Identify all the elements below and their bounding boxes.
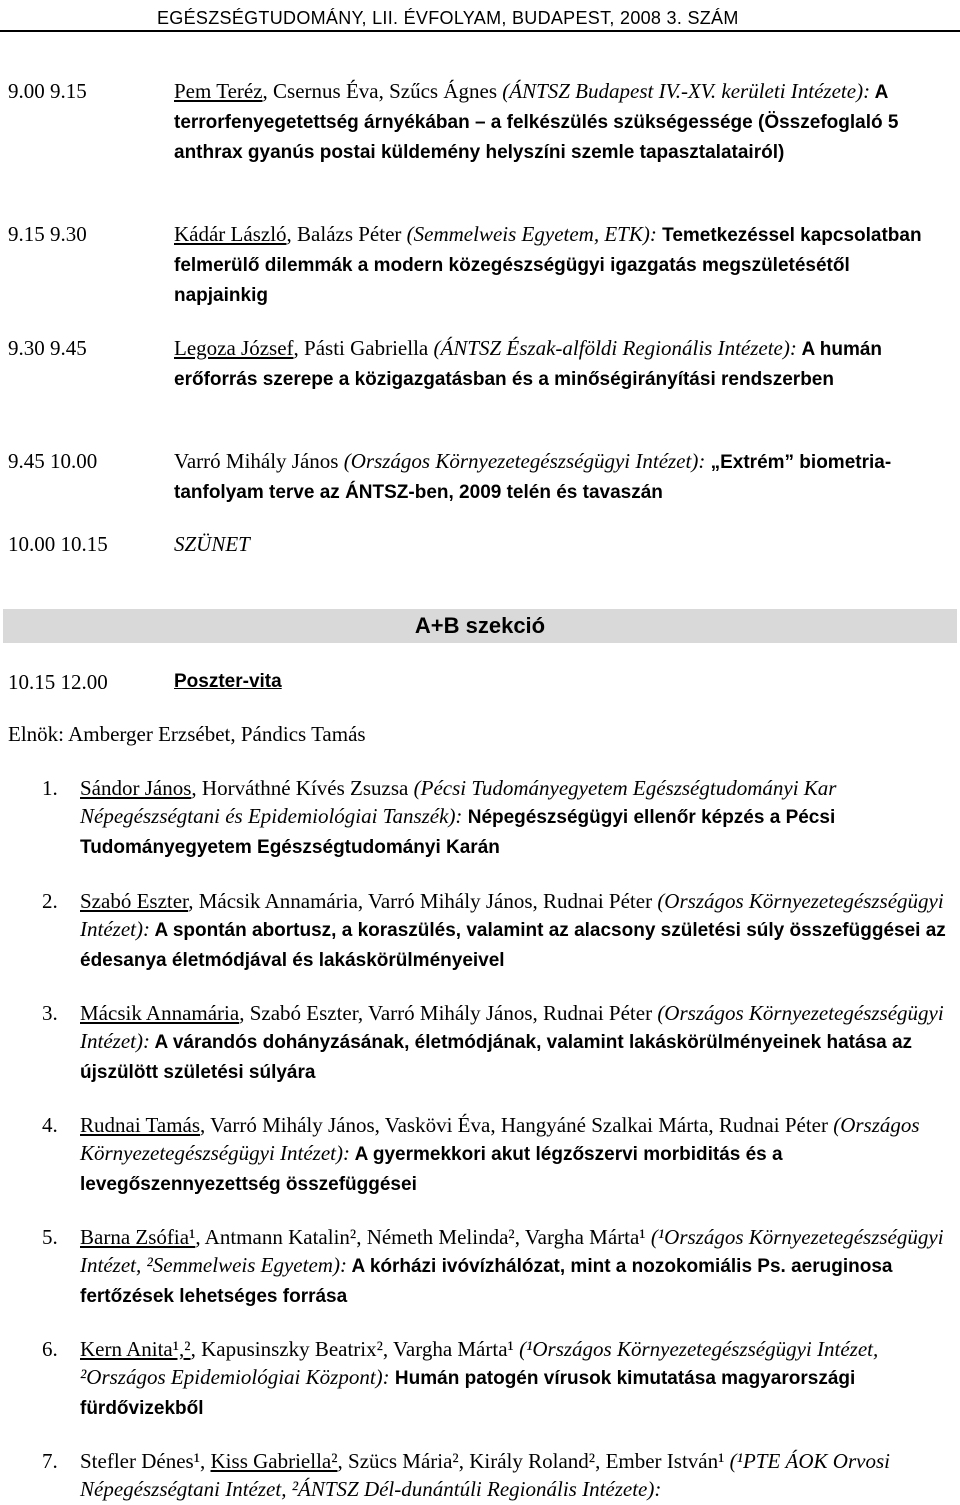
co-authors: , Szücs Mária², Király Roland², Ember István¹: [337, 1449, 725, 1473]
institution: (Országos Környezetegészségügyi Intézet):: [80, 1001, 944, 1053]
first-author: Stefler Dénes¹,: [80, 1449, 211, 1473]
poster-number: 6.: [42, 1337, 58, 1361]
co-authors: , Csernus Éva, Szűcs Ágnes: [262, 79, 497, 103]
poster-body: [80, 999, 948, 1087]
co-authors: , Balázs Péter: [286, 222, 402, 246]
institution: (ÁNTSZ Budapest IV.-XV. kerületi Intézete):: [497, 79, 871, 103]
entry-time: 9.45 10.00: [8, 449, 98, 473]
presenting-author: Pem Teréz: [174, 79, 263, 103]
poster-number: 5.: [42, 1225, 58, 1249]
institution: (¹Országos Környezetegészségügyi Intézet, ²Semmelweis Egyetem):: [80, 1225, 944, 1277]
poster-number: 3.: [42, 1001, 58, 1025]
poster-body: [80, 1223, 948, 1311]
entry-time: 9.15 9.30: [8, 222, 87, 246]
section-banner: [3, 609, 957, 643]
poster-number: 2.: [42, 889, 58, 913]
institution: (ÁNTSZ Észak-alföldi Regionális Intézete):: [428, 336, 797, 360]
poster-body: [80, 1335, 948, 1423]
co-authors: , Varró Mihály János, Vaskövi Éva, Hangyáné Szalkai Márta, Rudnai Péter: [200, 1113, 828, 1137]
poster-body: [80, 1447, 948, 1505]
poster-number: 1.: [42, 776, 58, 800]
presenting-author: Barna Zsófia¹: [80, 1225, 196, 1249]
poster-title: A várandós dohányzásának, életmódjának, valamint lakáskörülményeinek hatása az újszülött születési súlyára: [80, 1032, 913, 1083]
institution: (Országos Környezetegészségügyi Intézet):: [80, 889, 944, 941]
co-authors: Varró Mihály János: [174, 449, 339, 473]
co-authors: , Szabó Eszter, Varró Mihály János, Rudnai Péter: [239, 1001, 653, 1025]
session-time: 10.15 12.00: [8, 670, 108, 694]
entry-body: [174, 334, 944, 394]
presenting-author: Rudnai Tamás: [80, 1113, 201, 1137]
presenting-author: Kádár László: [174, 222, 287, 246]
institution: (Pécsi Tudományegyetem Egészségtudományi Kar Népegészségtani és Epidemiológiai Tanszék):: [80, 776, 837, 828]
poster-title: A spontán abortusz, a koraszülés, valamint az alacsony születési súly összefüggései az édesanya életmódjával és lakáskörülményeivel: [80, 920, 946, 971]
co-authors: , Pásti Gabriella: [293, 336, 429, 360]
poster-body: [80, 774, 948, 862]
header-rule: [0, 30, 960, 32]
poster-title: A kórházi ivóvízhálózat, mint a nozokomiális Ps. aeruginosa fertőzések lehetséges forrása: [80, 1256, 893, 1307]
institution: (Semmelweis Egyetem, ETK):: [401, 222, 657, 246]
talk-title: Temetkezéssel kapcsolatban felmerülő dilemmák a modern közegészségügyi igazgatás megszületésétől napjainkig: [174, 225, 922, 306]
presenting-author: Legoza József: [174, 336, 294, 360]
talk-title: A humán erőforrás szerepe a közigazgatásban és a minőségirányítási rendszerben: [174, 339, 883, 390]
entry-time: 9.00 9.15: [8, 79, 87, 103]
entry-body: [174, 220, 944, 310]
talk-title: A terrorfenyegetettség árnyékában – a felkészülés szükségessége (Összefoglaló 5 anthrax gyanús postai küldemény helyszíni szemle tapasztalatairól): [174, 82, 899, 163]
poster-title: A gyermekkori akut légzőszervi morbiditás és a levegőszennyezettség összefüggései: [80, 1144, 783, 1195]
presenting-author: Szabó Eszter: [80, 889, 189, 913]
co-authors: , Mácsik Annamária, Varró Mihály János, Rudnai Péter: [188, 889, 653, 913]
break-time: 10.00 10.15: [8, 532, 108, 556]
institution: (Országos Környezetegészségügyi Intézet):: [338, 449, 706, 473]
talk-title: „Extrém” biometria-tanfolyam terve az ÁNTSZ-ben, 2009 telén és tavaszán: [174, 452, 892, 503]
co-authors: , Horváthné Kívés Zsuzsa: [191, 776, 409, 800]
section-title: A+B szekció: [414, 613, 546, 638]
presenting-author: Kiss Gabriella²: [210, 1449, 338, 1473]
running-header: EGÉSZSÉGTUDOMÁNY, LII. ÉVFOLYAM, BUDAPEST, 2008 3. SZÁM: [157, 8, 739, 28]
entry-time: 9.30 9.45: [8, 336, 87, 360]
entry-body: [174, 77, 944, 167]
entry-body: [174, 447, 944, 507]
poster-body: [80, 887, 948, 975]
institution: (¹Országos Környezetegészségügyi Intézet, ²Országos Epidemiológiai Központ):: [80, 1337, 879, 1389]
poster-number: 4.: [42, 1113, 58, 1137]
chair-text: Elnök: Amberger Erzsébet, Pándics Tamás: [8, 722, 366, 746]
poster-body: [80, 1111, 948, 1199]
institution: (¹PTE ÁOK Orvosi Népegészségtani Intézet, ²ÁNTSZ Dél-dunántúli Regionális Intézete):: [80, 1449, 890, 1501]
institution: (Országos Környezetegészségügyi Intézet):: [80, 1113, 920, 1165]
presenting-author: Sándor János: [80, 776, 192, 800]
co-authors: , Antmann Katalin², Németh Melinda², Vargha Márta¹: [195, 1225, 646, 1249]
break-label: SZÜNET: [174, 532, 250, 556]
poster-title: Népegészségügyi ellenőr képzés a Pécsi Tudományegyetem Egészségtudományi Karán: [80, 807, 836, 858]
presenting-author: Mácsik Annamária: [80, 1001, 240, 1025]
poster-title: Humán patogén vírusok kimutatása magyarországi fürdővizekből: [80, 1368, 856, 1419]
session-label: Poszter-vita: [174, 671, 282, 692]
presenting-author: Kern Anita¹,²: [80, 1337, 191, 1361]
co-authors: , Kapusinszky Beatrix², Vargha Márta¹: [190, 1337, 514, 1361]
poster-number: 7.: [42, 1449, 58, 1473]
